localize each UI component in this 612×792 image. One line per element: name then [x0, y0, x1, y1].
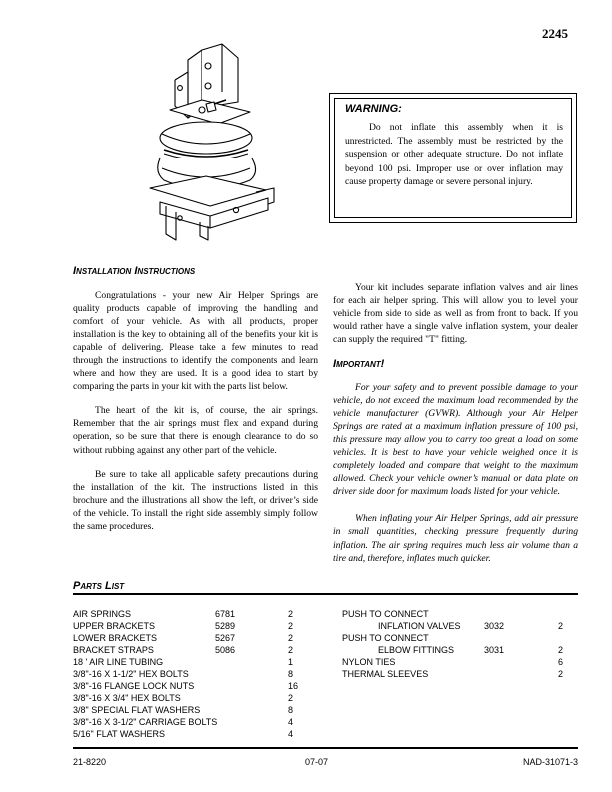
parts-row	[73, 608, 313, 620]
footer-date: 07-07	[305, 757, 329, 767]
important-heading: Important!	[333, 358, 385, 370]
parts-row	[73, 704, 313, 716]
part-name: BRACKET STRAPS	[73, 645, 154, 655]
footer-doc-number: 21-8220	[73, 757, 107, 767]
right-column	[333, 281, 578, 357]
parts-row	[342, 644, 578, 656]
air-springs-paragraph: The heart of the kit is, of course, the air springs. Remember that the air springs must flex and expand during operation, so be sure that there is enough clearance to do so without rubbing against any other part of the vehicle.	[73, 405, 318, 456]
part-name: 3/8"-16 X 1-1/2" HEX BOLTS	[73, 669, 189, 679]
part-name: 3/8"-16 FLANGE LOCK NUTS	[73, 681, 195, 691]
parts-row	[342, 632, 578, 644]
part-qty: 2	[288, 633, 294, 643]
part-qty: 16	[288, 681, 299, 691]
part-number: 3031	[484, 645, 505, 655]
part-number: 6781	[215, 609, 236, 619]
part-qty: 1	[288, 657, 294, 667]
part-number: 5086	[215, 645, 236, 655]
left-column	[73, 289, 318, 544]
important-paragraph-2: When inflating your Air Helper Springs, add air pressure in small quantities, checking pressure frequently during inflation. The air spring requires much less air volume than a tire and, therefore, inflates much quicker.	[333, 513, 578, 564]
part-qty: 2	[558, 669, 564, 679]
part-name: 3/8"-16 X 3/4" HEX BOLTS	[73, 693, 181, 703]
part-name: THERMAL SLEEVES	[342, 669, 429, 679]
part-qty: 2	[288, 621, 294, 631]
parts-row	[73, 680, 313, 692]
warning-box	[329, 93, 577, 223]
part-name: UPPER BRACKETS	[73, 621, 156, 631]
parts-row	[73, 656, 313, 668]
warning-inner-frame	[334, 98, 572, 218]
important-paragraph-1: For your safety and to prevent possible damage to your vehicle, do not exceed the maximum load recommended by the vehicle manufacturer (GVWR). Although your Air Helper Springs are rated at a maximum inflation pressure of 100 psi, this pressure may allow you to carry too great a load on some vehicles. It is best to have your vehicle weighed once it is completely loaded and compare that weight to the maximum allowed. Check your vehicle owner’s manual or data plate on driver side door for maximum loads listed for your vehicle.	[333, 382, 578, 498]
air-spring-illustration	[140, 40, 280, 245]
part-qty: 4	[288, 717, 294, 727]
part-number: 5289	[215, 621, 236, 631]
footer-rule	[73, 747, 578, 749]
intro-paragraph: Congratulations - your new Air Helper Springs are quality products capable of improving the handling and comfort of your vehicle. As with all products, proper installation is the key to obtaining all of the benefits your kit is capable of delivering. Please take a few minutes to read through the instructions to identify the components and learn where and how they are used. It is a good idea to start by comparing the parts in your kit with the parts list below.	[73, 290, 318, 393]
part-qty: 8	[288, 669, 294, 679]
parts-row	[73, 632, 313, 644]
parts-row	[73, 644, 313, 656]
part-name: 3/8"-16 X 3-1/2" CARRIAGE BOLTS	[73, 717, 218, 727]
parts-row	[342, 668, 578, 680]
part-name: 3/8" SPECIAL FLAT WASHERS	[73, 705, 201, 715]
parts-row	[73, 620, 313, 632]
part-qty: 6	[558, 657, 564, 667]
parts-row	[342, 620, 578, 632]
part-number: 3032	[484, 621, 505, 631]
part-name: ELBOW FITTINGS	[378, 645, 455, 655]
part-name: AIR SPRINGS	[73, 609, 132, 619]
parts-list-left	[73, 608, 313, 740]
parts-row	[73, 728, 313, 740]
important-column	[333, 381, 578, 576]
part-name: PUSH TO CONNECT	[342, 609, 429, 619]
part-name: INFLATION VALVES	[378, 621, 461, 631]
part-qty: 2	[288, 693, 294, 703]
page-number: 2245	[542, 26, 568, 41]
part-name: 5/16" FLAT WASHERS	[73, 729, 166, 739]
parts-row	[342, 656, 578, 668]
footer-part-code: NAD-31071-3	[522, 757, 578, 767]
part-name: LOWER BRACKETS	[73, 633, 158, 643]
part-qty: 2	[558, 645, 564, 655]
parts-row	[73, 716, 313, 728]
warning-title: WARNING:	[345, 103, 402, 115]
safety-paragraph: Be sure to take all applicable safety precautions during the installation of the kit. The instructions listed in this brochure and the illustrations all show the left, or driver’s side of the vehicle. To install the right side assembly simply follow the same procedures.	[73, 468, 318, 532]
warning-text: Do not inflate this assembly when it is unrestricted. The assembly must be restricted by the suspension or other adequate structure. Do not inflate beyond 100 psi. Improper use or over inflation may cause property damage or severe personal injury.	[345, 122, 563, 188]
part-qty: 4	[288, 729, 294, 739]
part-qty: 2	[558, 621, 564, 631]
part-name: PUSH TO CONNECT	[342, 633, 429, 643]
inflation-kit-paragraph: Your kit includes separate inflation valves and air lines for each air helper spring. This will allow you to level your vehicle from side to side as well as from front to back. If you would rather have a single valve inflation system, your dealer can supply the required "T" fitting.	[333, 282, 578, 346]
parts-row	[73, 692, 313, 704]
part-qty: 2	[288, 609, 294, 619]
part-qty: 2	[288, 645, 294, 655]
parts-list-heading: Parts List	[73, 580, 125, 592]
parts-row	[73, 668, 313, 680]
parts-row	[342, 608, 578, 620]
part-number: 5267	[215, 633, 236, 643]
installation-heading: Installation Instructions	[73, 265, 196, 277]
parts-list-top-rule	[73, 593, 578, 595]
part-name: 18 ' AIR LINE TUBING	[73, 657, 164, 667]
part-qty: 8	[288, 705, 294, 715]
parts-list-right	[342, 608, 578, 680]
part-name: NYLON TIES	[342, 657, 396, 667]
